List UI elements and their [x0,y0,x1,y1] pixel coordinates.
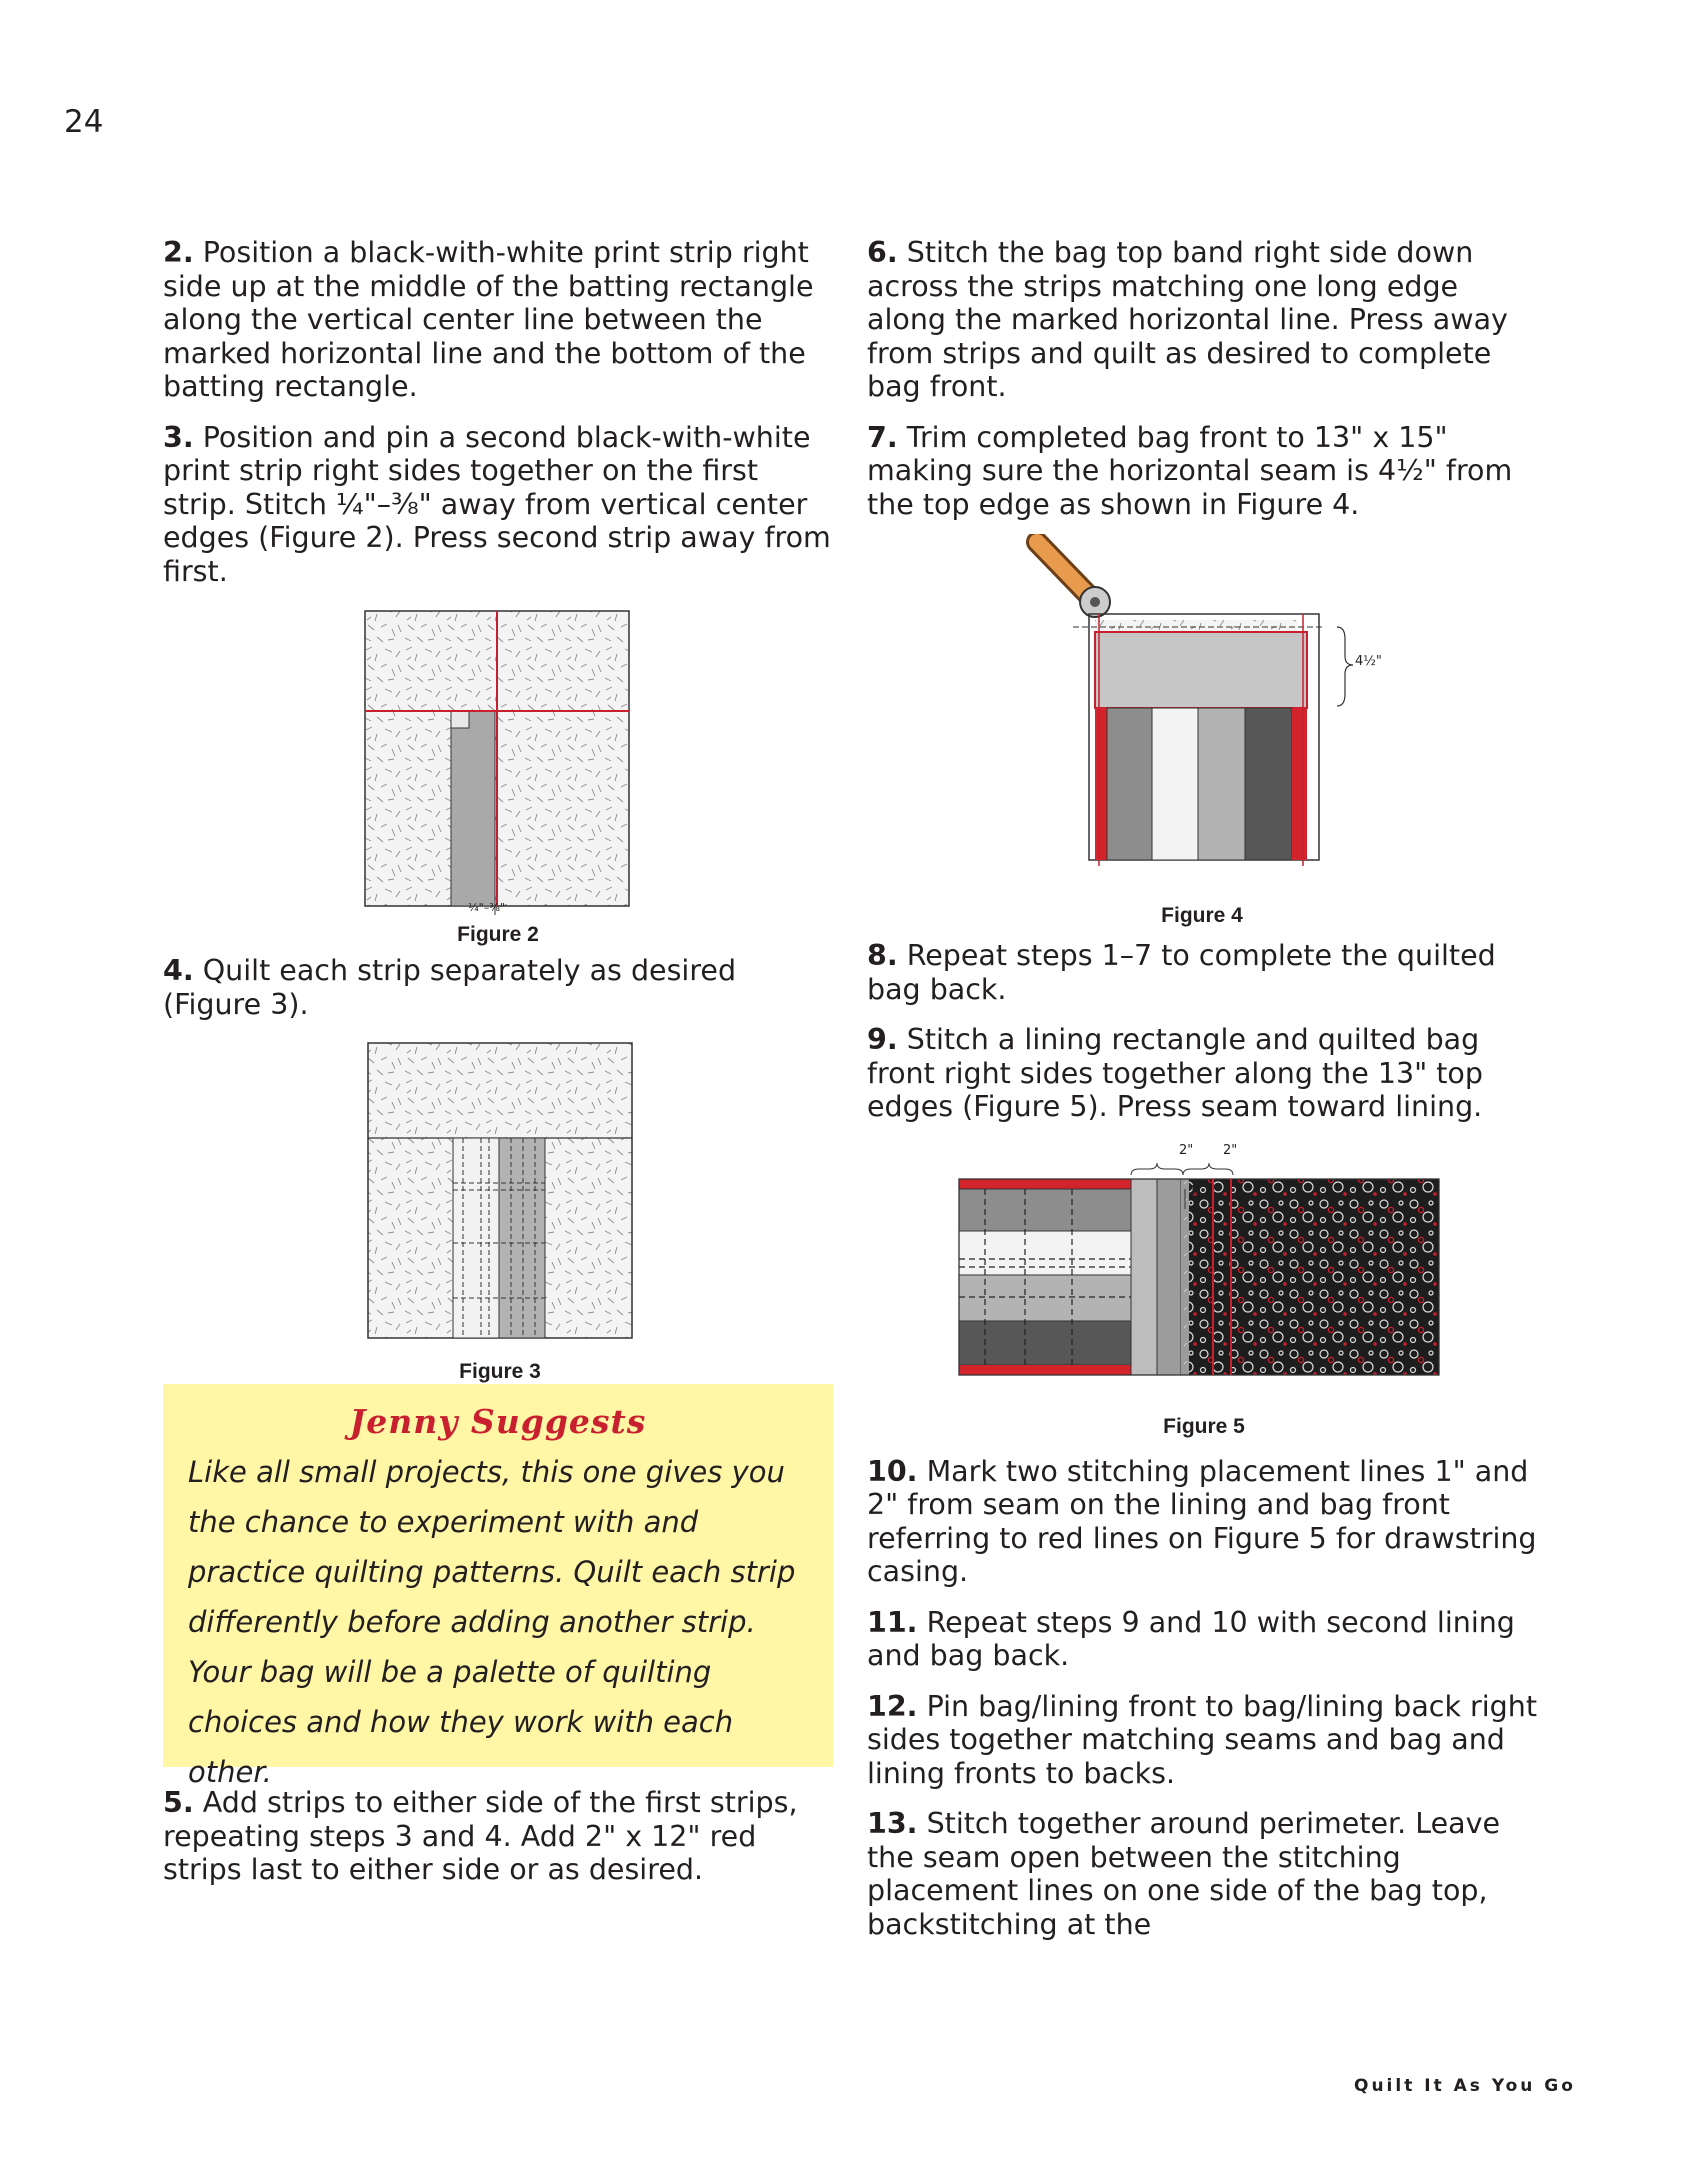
step-number: 8. [867,939,898,972]
step-text: Repeat steps 1–7 to complete the quilted bag back. [867,939,1496,1006]
step-number: 2. [163,236,194,269]
step-number: 9. [867,1023,898,1056]
step-5 [163,1786,833,1887]
figure-5-measure-c: 1" [1189,1182,1203,1197]
step-text: Stitch together around perimeter. Leave the seam open between the stitching placement lines on one side of the bag top, backstitching at the [867,1807,1501,1941]
step-13 [867,1807,1537,1941]
figure-4-illustration [867,534,1537,884]
figure-5-measure-b: 2" [1223,1142,1238,1158]
tip-body: Like all small projects, this one gives you the chance to experiment with and practice quilting patterns. Quilt each strip differently before adding another strip. Your bag will be a palette of quilting choices and how they work with each other. [188,1455,796,1789]
step-number: 11. [867,1605,918,1639]
step-10 [867,1455,1537,1589]
page-number: 24 [64,104,104,140]
step-8 [867,939,1537,1006]
step-number: 7. [867,420,898,454]
step-7 [867,421,1537,522]
step-number: 10. [867,1454,918,1488]
step-3 [163,421,833,589]
step-6 [867,236,1537,404]
figure-4-caption: Figure 4 [1161,904,1243,927]
tip-box [163,1384,833,1789]
tip-title: Jenny Suggests [349,1402,647,1441]
figure-4 [867,534,1537,939]
figure-2-measure: ¼"–⅜" [468,901,505,914]
step-number: 13. [867,1807,918,1840]
step-text: Add strips to either side of the first strips, repeating steps 3 and 4. Add 2" x 12" red strips last to either side or as desired. [163,1786,798,1886]
running-footer: Quilt It As You Go [1354,2076,1576,2096]
figure-2-illustration [163,605,833,915]
step-2 [163,236,833,404]
step-number: 4. [163,954,194,987]
figure-5-caption: Figure 5 [1163,1414,1245,1438]
step-12 [867,1690,1537,1791]
step-number: 12. [867,1689,918,1723]
step-text: Quilt each strip separately as desired (Figure 3). [163,954,737,1021]
step-text: Mark two stitching placement lines 1" and 2" from seam on the lining and bag front referring to red lines on Figure 5 for drawstring casing. [867,1454,1537,1588]
right-column [867,236,1537,1958]
step-number: 3. [163,420,194,454]
figure-3-illustration [163,1038,833,1343]
figure-4-measure: 4½" [1355,654,1382,669]
figure-5 [867,1137,1537,1455]
figure-2 [163,605,833,950]
figure-5-measure-a: 2" [1179,1142,1194,1158]
step-text: Position and pin a second black-with-white print strip right sides together on the first strip. Stitch ¼"–⅜" away from vertical center edges (Figure 2). Press second strip away from first. [163,420,831,588]
figure-2-caption: Figure 2 [457,923,539,946]
step-text: Position a black-with-white print strip right side up at the middle of the batting rectangle along the vertical center line between the marked horizontal line and the bottom of the batting rectangle. [163,236,814,403]
step-number: 5. [163,1786,194,1819]
rotary-cutter-icon [1037,542,1110,617]
step-number: 6. [867,236,898,269]
step-text: Repeat steps 9 and 10 with second lining and bag back. [867,1605,1515,1672]
step-text: Trim completed bag front to 13" x 15" making sure the horizontal seam is 4½" from the top edge as shown in Figure 4. [867,420,1513,521]
step-text: Stitch the bag top band right side down across the strips matching one long edge along the marked horizontal line. Press away from strips and quilt as desired to complete bag front. [867,236,1508,403]
figure-3 [163,1038,833,1398]
left-column [163,236,833,1398]
step-11 [867,1606,1537,1673]
step-5-block [163,1786,833,1904]
figure-5-illustration [867,1137,1537,1407]
step-text: Pin bag/lining front to bag/lining back right sides together matching seams and bag and lining fronts to backs. [867,1689,1538,1790]
step-4 [163,954,833,1021]
step-text: Stitch a lining rectangle and quilted bag front right sides together along the 13" top edges (Figure 5). Press seam toward lining. [867,1023,1483,1123]
step-9 [867,1023,1537,1124]
figure-3-caption: Figure 3 [459,1360,541,1383]
